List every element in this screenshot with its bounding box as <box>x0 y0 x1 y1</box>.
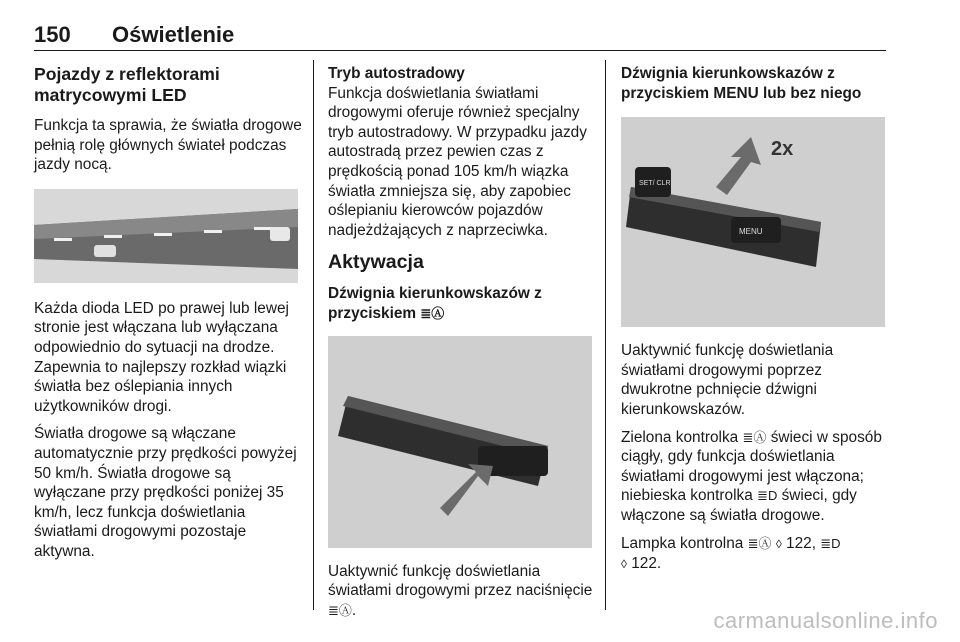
caption-text: Uaktywnić funkcję doświetlania światłami drogowymi przez naciśnięcie <box>328 562 593 600</box>
menu-button-label: MENU <box>739 227 763 237</box>
reference-page-a: 122, <box>786 534 816 552</box>
reference-paragraph <box>621 534 889 575</box>
high-beam-icon: ≣D <box>757 488 778 504</box>
subheading-lever-menu: Dźwignia kierunkowskazów z przyciskiem MENU lub bez niego <box>621 65 862 102</box>
push-paragraph: Uaktywnić funkcję doświetlania światłami drogowymi poprzez dwukrotne pchnięcie dźwigni kierunkowskazów. <box>621 342 834 418</box>
column-1 <box>34 64 302 570</box>
indicator-text-a: Zielona kontrolka <box>621 428 739 446</box>
caption-period: . <box>351 601 357 619</box>
subheading-lever-button <box>328 284 594 323</box>
page-number: 150 <box>34 22 71 47</box>
auto-high-beam-icon: ≣Ⓐ <box>747 535 772 551</box>
indicator-text-b: świeci w sposób ciągły, gdy funkcja doświetlania światłami drogowymi jest włączona; niebieska kontrolka <box>621 428 882 505</box>
page-title: Oświetlenie <box>112 22 235 47</box>
reference-text-a: Lampka kontrolna <box>621 534 744 552</box>
subheading-lever-line1: Dźwignia kierunkowskazów z <box>328 285 542 303</box>
motorway-paragraph: Funkcja doświetlania światłami drogowymi oferuje również specjalny tryb autostradowy. W przypadku jazdy autostradą przez pewien czas z prędkością ponad 105 km/h wiązka światła zmniejsza się, aby zapobiec oślepianiu kierowców pojazdów nadjeżdżających z naprzeciwka. <box>328 84 587 239</box>
intro-paragraph: Funkcja ta sprawia, że światła drogowe pełnią rolę głównych świateł podczas jazdy nocą. <box>34 117 302 174</box>
lever-button-illustration <box>328 336 592 548</box>
led-paragraph: Każda dioda LED po prawej lub lewej stronie jest włączana lub wyłączana odpowiednio do sytuacji na drodze. Zapewnia to najlepszy rozkład wiązki światła bez oślepiania innych użytkowników drogi. <box>34 299 289 415</box>
push-twice-label: 2x <box>771 138 794 161</box>
column-2 <box>328 64 594 628</box>
column-divider-1 <box>313 60 314 610</box>
speed-paragraph: Światła drogowe są włączane automatycznie przy prędkości powyżej 50 km/h. Światła drogowe są wyłączane przy prędkości poniżej 35 km/h, lecz funkcja doświetlania światłami drogowymi pozostaje aktywna. <box>34 425 297 560</box>
watermark: carmanualsonline.info <box>713 608 938 633</box>
set-clr-button-label: SET/ CLR <box>639 180 671 188</box>
auto-high-beam-icon: ≣Ⓐ <box>742 429 767 445</box>
auto-high-beam-icon: ≣Ⓐ <box>328 602 352 618</box>
subheading-lever-line2: przyciskiem <box>328 304 417 322</box>
activation-caption <box>328 562 594 621</box>
page-reference-icon: ◊ <box>621 557 627 572</box>
subheading-motorway-mode: Tryb autostradowy <box>328 65 465 82</box>
indicator-text-c: świeci, gdy włączone są światła drogowe. <box>621 487 857 524</box>
road-illustration <box>34 189 298 283</box>
high-beam-icon: ≣D <box>820 535 841 551</box>
page-reference-icon: ◊ <box>775 536 782 551</box>
header-rule <box>34 50 886 51</box>
lever-menu-illustration <box>621 117 885 327</box>
column-divider-2 <box>605 60 606 610</box>
auto-high-beam-icon: ≣Ⓐ <box>420 305 445 321</box>
section-heading-activation: Aktywacja <box>328 251 424 274</box>
column-3 <box>621 64 889 583</box>
reference-page-b: 122. <box>631 555 662 573</box>
indicator-paragraph <box>621 428 889 526</box>
section-heading-matrix-led: Pojazdy z reflektorami matrycowymi LED <box>34 64 220 105</box>
